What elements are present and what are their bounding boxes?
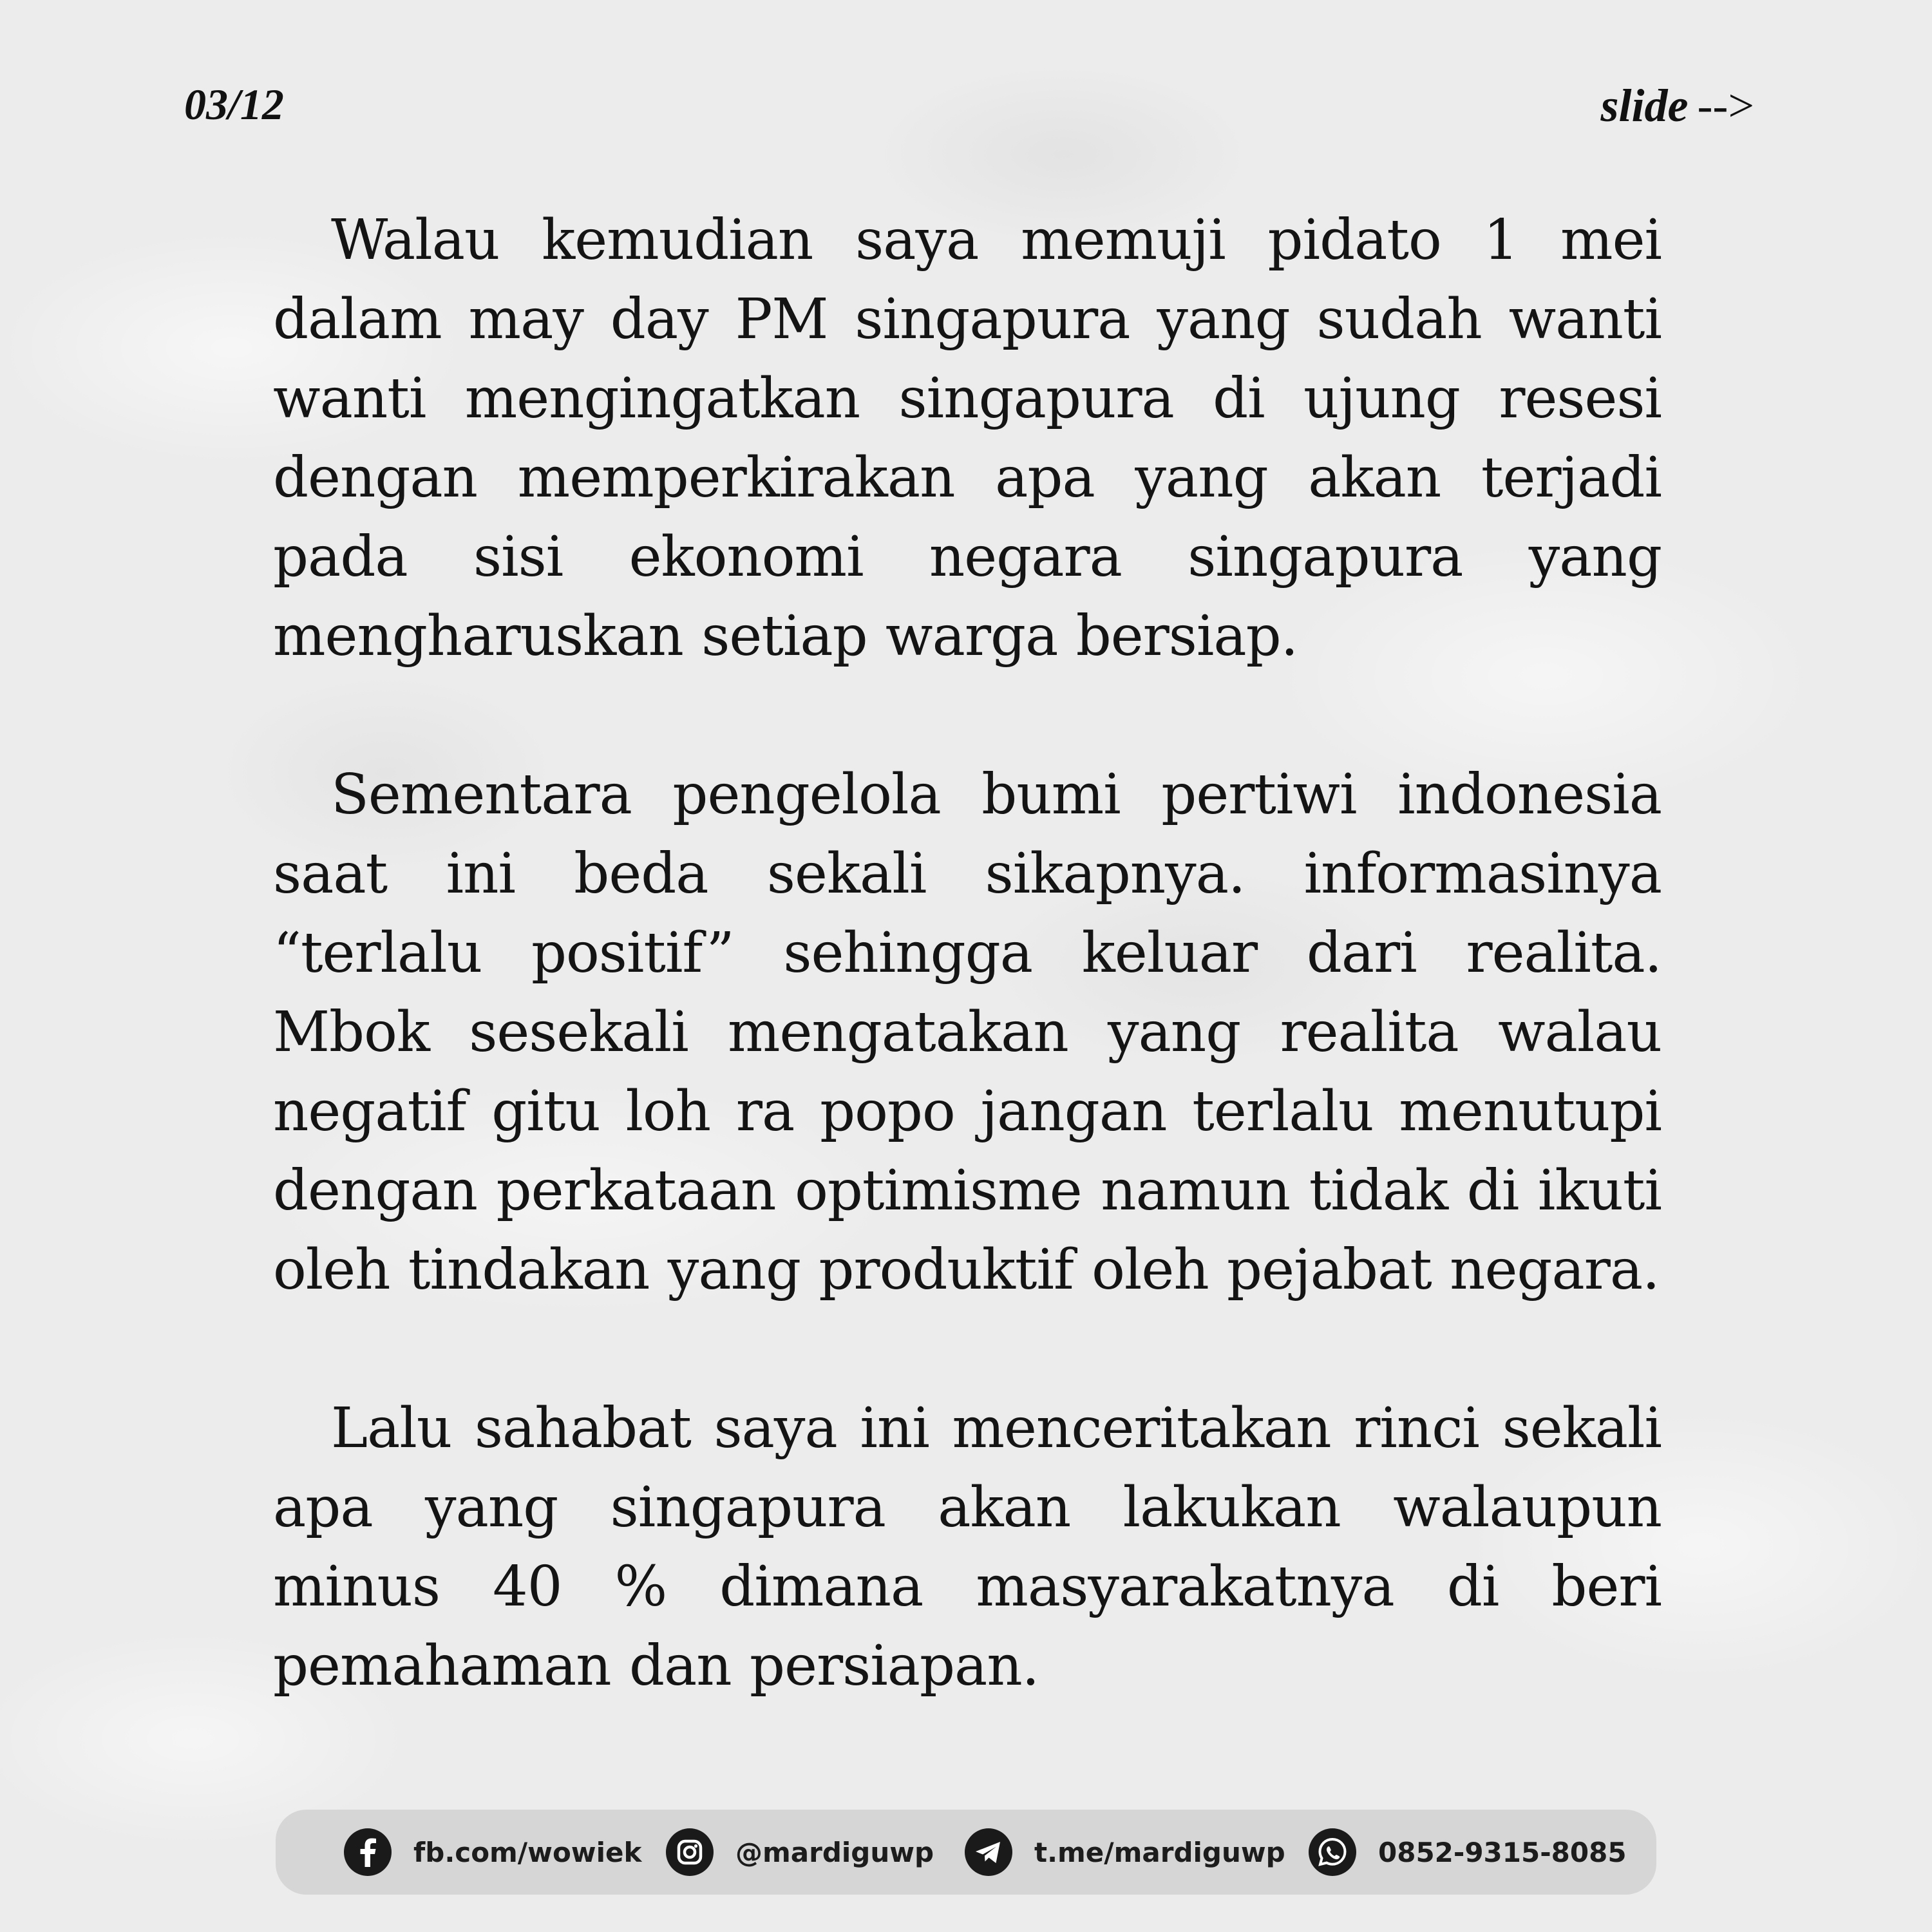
slide-counter: 03/12	[184, 80, 284, 129]
facebook-icon	[344, 1828, 392, 1876]
telegram-label: t.me/mardiguwp	[1034, 1836, 1285, 1868]
arrow-right-icon: -->	[1697, 80, 1754, 131]
slide-nav-label: slide	[1600, 80, 1689, 131]
facebook-label: fb.com/wowiek	[413, 1836, 642, 1868]
instagram-label: @mardiguwp	[735, 1836, 934, 1868]
paragraph-1: Walau kemudian saya memuji pidato 1 mei dalam may day PM singapura yang sudah wanti wanti mengingatkan singapura di ujung resesi dengan memperkirakan apa yang akan terjadi pada sisi ekonomi negara singapura yang mengharuskan setiap warga bersiap.	[273, 208, 1662, 668]
instagram-link[interactable]	[666, 1810, 934, 1895]
whatsapp-icon	[1309, 1828, 1356, 1876]
instagram-icon	[666, 1828, 714, 1876]
facebook-link[interactable]	[344, 1810, 641, 1895]
telegram-icon	[965, 1828, 1012, 1876]
body-text	[273, 201, 1662, 1706]
whatsapp-label: 0852-9315-8085	[1378, 1836, 1627, 1868]
next-slide-indicator[interactable]	[1600, 82, 1754, 129]
telegram-link[interactable]	[965, 1810, 1285, 1895]
social-links-bar	[276, 1810, 1656, 1895]
paragraph-3: Lalu sahabat saya ini menceritakan rinci sekali apa yang singapura akan lakukan walaupun minus 40 % dimana masyarakatnya di beri pemahaman dan persiapan.	[273, 1396, 1662, 1698]
whatsapp-link[interactable]	[1309, 1810, 1627, 1895]
paragraph-2: Sementara pengelola bumi pertiwi indonesia saat ini beda sekali sikapnya. informasinya “terlalu positif” sehingga keluar dari realita. Mbok sesekali mengatakan yang realita walau negatif gitu loh ra popo jangan terlalu menutupi dengan perkataan optimisme namun tidak di ikuti oleh tindakan yang produktif oleh pejabat negara.	[273, 762, 1662, 1302]
